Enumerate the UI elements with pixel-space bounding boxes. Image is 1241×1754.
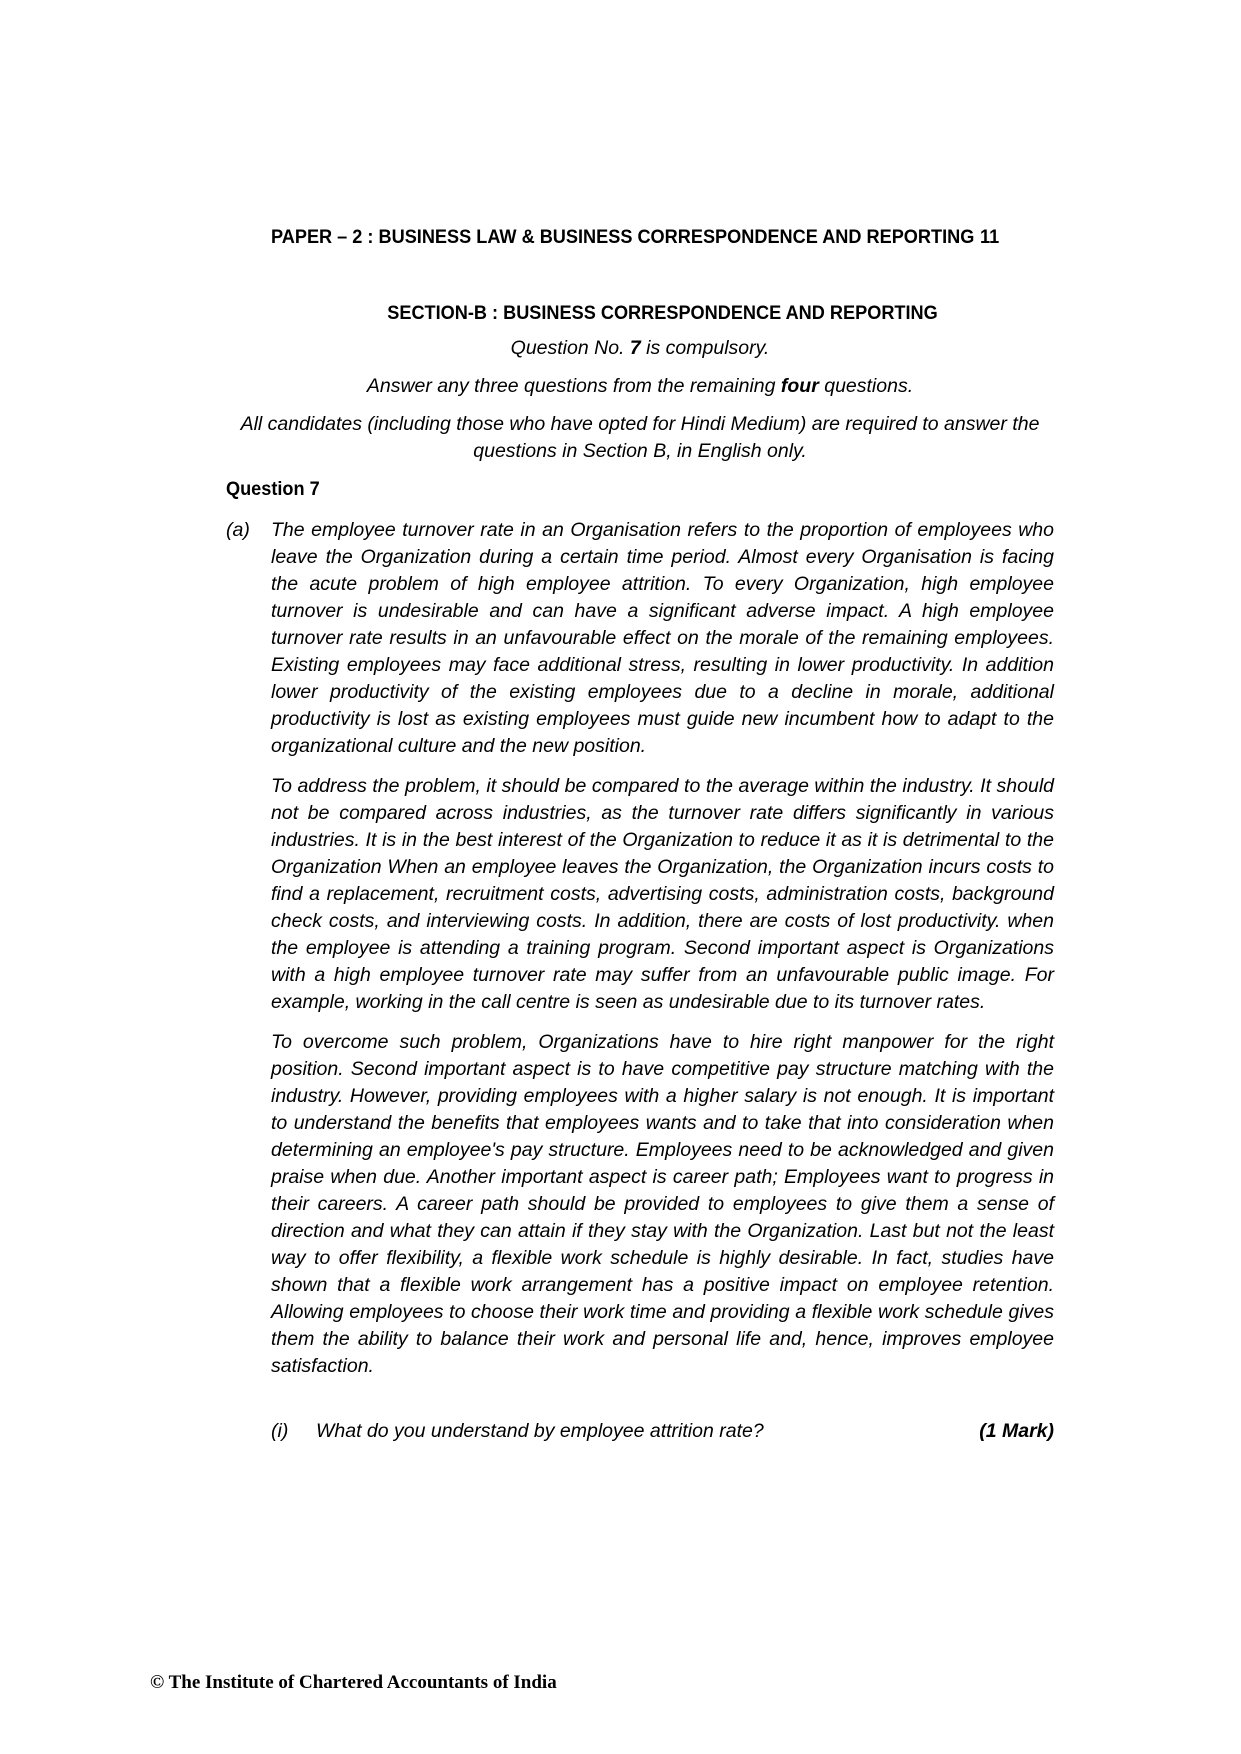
paragraph: The employee turnover rate in an Organisation refers to the proportion of employees who leave the Organization during a certain time period. Almost every Organisation is facing the acute problem of high employee attrition. To every Organization, high employee turnover is undesirable and can have a significant adverse impact. A high employee turnover rate results in an unfavourable effect on the morale of the remaining employees. Existing employees may face additional stress, resulting in lower productivity. In addition lower productivity of the existing employees due to a decline in morale, additional productivity is lost as existing employees must guide new incumbent how to adapt to the organizational culture and the new position.	[271, 519, 1054, 757]
page-number: 11	[980, 226, 1000, 248]
footer-copyright: © The Institute of Chartered Accountants of India	[150, 1672, 557, 1693]
section-title: SECTION-B : BUSINESS CORRESPONDENCE AND REPORTING	[387, 302, 938, 324]
instruction-english-only: All candidates (including those who have opted for Hindi Medium) are required to answer the questions in Section B, in English only.	[240, 413, 1040, 462]
instruction-compulsory: Question No. 7 is compulsory.	[510, 337, 770, 359]
paper-title: PAPER – 2 : BUSINESS LAW & BUSINESS CORRESPONDENCE AND REPORTING	[271, 226, 975, 248]
question-heading: Question 7	[226, 478, 320, 500]
part-label: (a)	[226, 519, 250, 541]
paragraph: To address the problem, it should be compared to the average within the industry. It should not be compared across industries, as the turnover rate differs significantly in various industries. It is in the best interest of the Organization to reduce it as it is detrimental to the Organization When an employee leaves the Organization, the Organization incurs costs to find a replacement, recruitment costs, advertising costs, administration costs, background check costs, and interviewing costs. In addition, there are costs of lost productivity. when the employee is attending a training program. Second important aspect is Organizations with a high employee turnover rate may suffer from an unfavourable public image. For example, working in the call centre is seen as undesirable due to its turnover rates.	[271, 775, 1054, 1013]
paragraph: To overcome such problem, Organizations have to hire right manpower for the right position. Second important aspect is to have competitive pay structure matching with the industry. However, providing employees with a higher salary is not enough. It is important to understand the benefits that employees wants and to take that into consideration when determining an employee's pay structure. Employees need to be acknowledged and given praise when due. Another important aspect is career path; Employees want to progress in their careers. A career path should be provided to employees to give them a sense of direction and what they can attain if they stay with the Organization. Last but not the least way to offer flexibility, a flexible work schedule is highly desirable. In fact, studies have shown that a flexible work arrangement has a positive impact on employee retention. Allowing employees to choose their work time and providing a flexible work schedule gives them the ability to balance their work and personal life and, hence, improves employee satisfaction.	[271, 1031, 1054, 1377]
page-header	[271, 226, 999, 249]
question-part-a	[226, 517, 1054, 1393]
subquestion-number: (i)	[271, 1420, 289, 1442]
subquestion-text: What do you understand by employee attrition rate?	[316, 1420, 764, 1442]
subquestion-marks: (1 Mark)	[979, 1420, 1054, 1442]
instruction-answer-three: Answer any three questions from the remaining four questions.	[366, 375, 914, 397]
